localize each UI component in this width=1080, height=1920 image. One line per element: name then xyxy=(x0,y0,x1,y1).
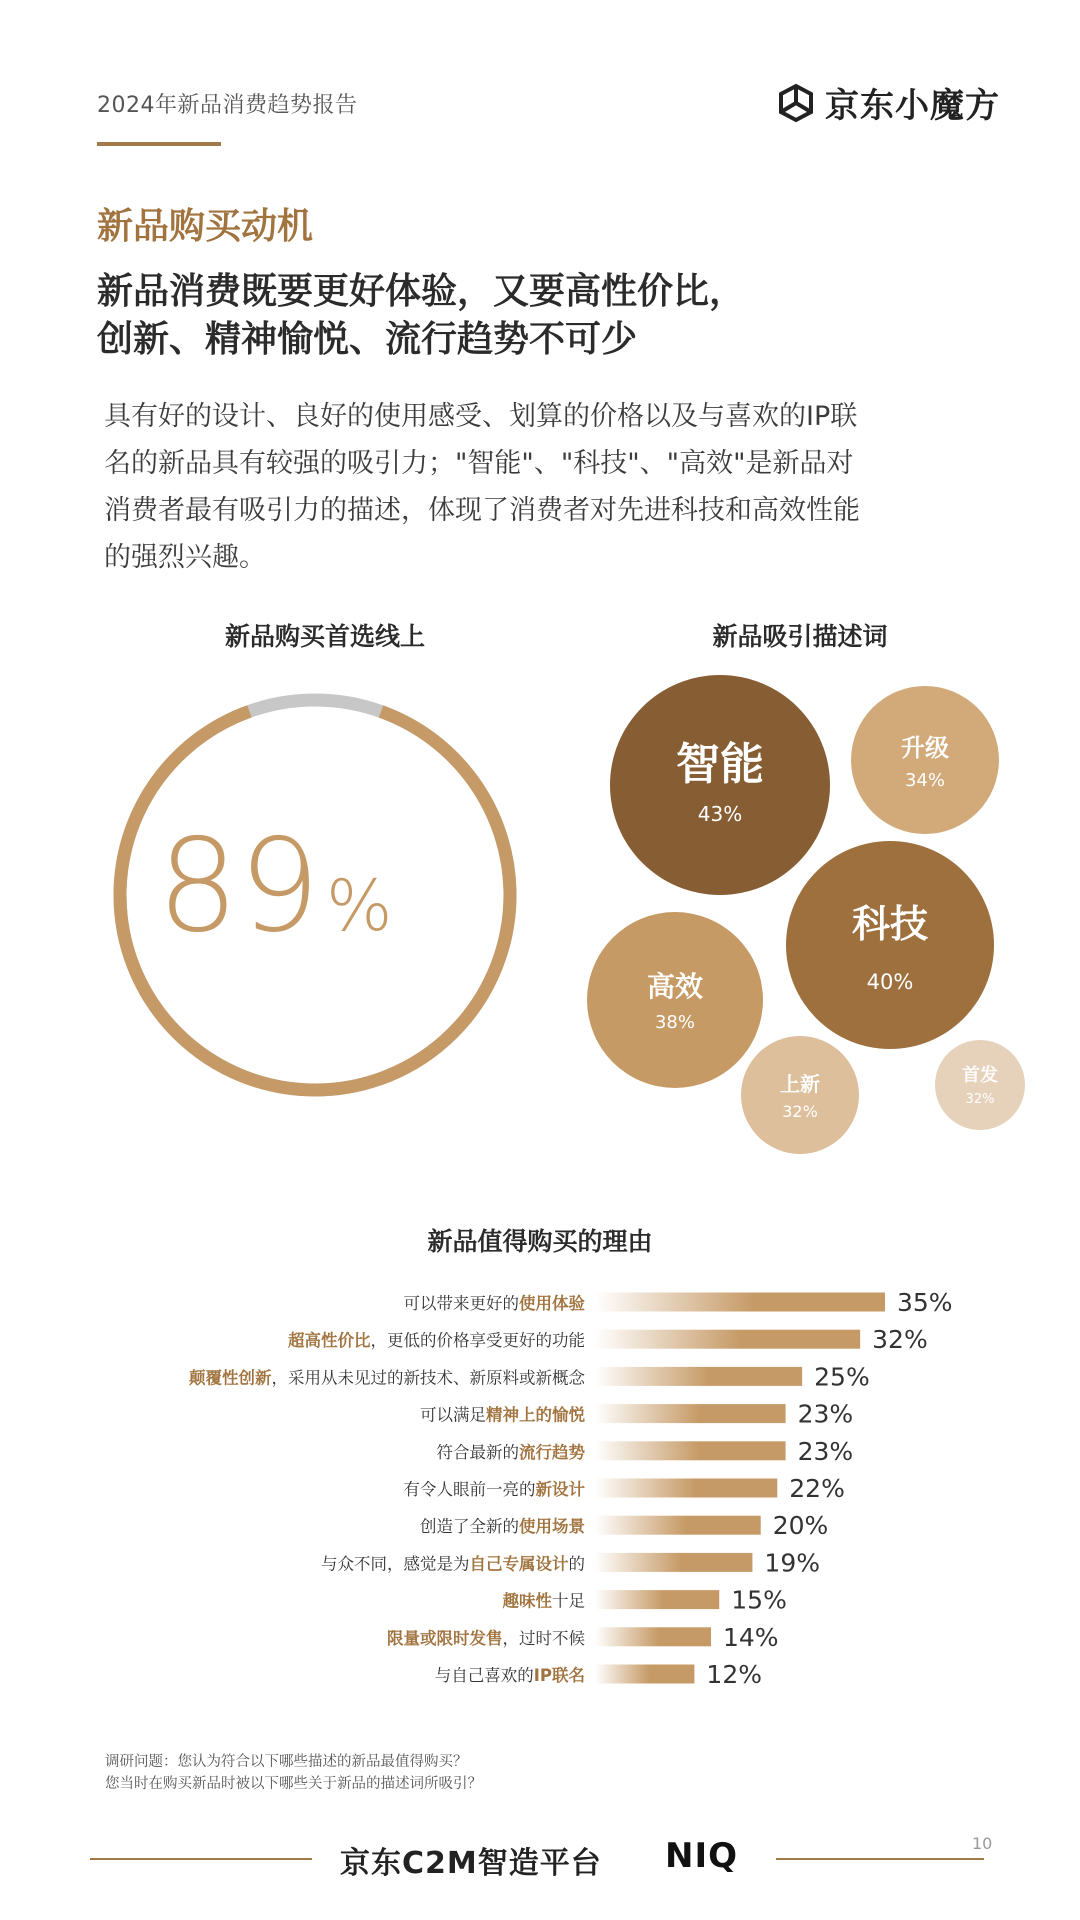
donut-chart-title: 新品购买首选线上 xyxy=(224,622,425,651)
bubble-percent-label: 34% xyxy=(904,770,946,791)
bubble-word-label: 高效 xyxy=(646,970,704,1003)
bar-chart xyxy=(0,1276,1080,1696)
header-rule xyxy=(97,142,221,146)
bubble-percent-label: 32% xyxy=(965,1092,995,1107)
footer-partner-logo: NIQ xyxy=(665,1836,739,1876)
bar-category-label: 可以带来更好的使用体验 xyxy=(403,1294,585,1313)
bubble-1 xyxy=(851,686,999,834)
bar-category-label: 有令人眼前一亮的新设计 xyxy=(403,1480,585,1499)
bar-value-label: 12% xyxy=(706,1660,763,1689)
bubble-percent-label: 40% xyxy=(866,970,914,994)
bar-chart-title: 新品值得购买的理由 xyxy=(427,1227,653,1256)
bar-value-label: 20% xyxy=(772,1511,829,1541)
headline-line-1: 新品消费既要更好体验，又要高性价比， xyxy=(97,271,746,312)
bar-category-label: 与众不同，感觉是为自己专属设计的 xyxy=(321,1554,585,1574)
body-line-4: 的强烈兴趣。 xyxy=(104,542,266,573)
bar xyxy=(595,1665,694,1684)
bar-category-label: 与自己喜欢的IP联名 xyxy=(434,1666,585,1685)
bar-category-label: 限量或限时发售，过时不候 xyxy=(387,1628,585,1648)
body-line-1: 具有好的设计、良好的使用感受、划算的价格以及与喜欢的IP联 xyxy=(104,401,858,432)
headline xyxy=(97,268,1017,364)
bubble-percent-label: 43% xyxy=(697,802,743,826)
bar-category-label: 颠覆性创新，采用从未见过的新技术、新原料或新概念 xyxy=(189,1368,585,1388)
bar xyxy=(595,1590,719,1609)
bar-value-label: 19% xyxy=(764,1548,821,1578)
bar-category-label: 创造了全新的使用场景 xyxy=(420,1517,585,1537)
body-line-2: 名的新品具有较强的吸引力；"智能"、"科技"、"高效"是新品对 xyxy=(104,448,854,479)
bubble-2 xyxy=(786,841,994,1049)
donut-value-label: 89 xyxy=(157,812,320,961)
bar-value-label: 15% xyxy=(731,1585,787,1615)
bar-row-9 xyxy=(387,1623,779,1652)
bubble-5 xyxy=(935,1040,1025,1130)
bar-value-label: 23% xyxy=(797,1436,854,1466)
donut-chart xyxy=(100,680,530,1110)
bar-value-label: 23% xyxy=(797,1399,854,1429)
bar-value-label: 22% xyxy=(789,1474,845,1503)
bar xyxy=(595,1553,752,1572)
bar-row-2 xyxy=(189,1362,870,1391)
bar-row-6 xyxy=(420,1511,828,1540)
bubble-3 xyxy=(587,912,763,1088)
bar-row-7 xyxy=(321,1548,820,1577)
bubble-word-label: 升级 xyxy=(901,734,949,762)
bar xyxy=(595,1293,885,1312)
bar xyxy=(595,1516,761,1535)
donut-unit-label: % xyxy=(326,865,393,947)
bubble-0 xyxy=(610,675,830,895)
bubble-percent-label: 38% xyxy=(654,1012,696,1033)
footer-rule-right xyxy=(776,1858,984,1860)
footnote-line-1: 调研问题：您认为符合以下哪些描述的新品最值得购买？ xyxy=(105,1754,468,1770)
bubble-chart xyxy=(570,665,1040,1185)
footnote-line-2: 您当时在购买新品时被以下哪些关于新品的描述词所吸引？ xyxy=(105,1776,482,1792)
bar-row-10 xyxy=(435,1660,762,1689)
report-title: 2024年新品消费趋势报告 xyxy=(97,93,358,118)
bar-category-label: 趣味性十足 xyxy=(502,1591,585,1611)
bar-row-4 xyxy=(437,1437,854,1466)
body-line-3: 消费者最有吸引力的描述，体现了消费者对先进科技和高效性能 xyxy=(104,495,860,526)
brand-name: 京东小魔方 xyxy=(825,86,1000,126)
bar xyxy=(595,1330,860,1349)
bar xyxy=(595,1627,711,1646)
bar-row-1 xyxy=(288,1325,928,1354)
bar-value-label: 35% xyxy=(897,1288,953,1317)
bar xyxy=(595,1367,802,1386)
bubble-word-label: 首发 xyxy=(962,1065,998,1086)
bar-category-label: 可以满足精神上的愉悦 xyxy=(420,1405,585,1425)
bar-value-label: 25% xyxy=(814,1362,870,1392)
page-number: 10 xyxy=(972,1834,993,1853)
footer-rule-left xyxy=(90,1858,312,1860)
bubble-chart-title: 新品吸引描述词 xyxy=(712,622,888,651)
bubble-word-label: 科技 xyxy=(851,902,929,946)
bar-row-0 xyxy=(404,1288,953,1317)
bubble-percent-label: 32% xyxy=(782,1102,818,1121)
bar xyxy=(595,1441,786,1460)
bar xyxy=(595,1479,777,1498)
bar-row-8 xyxy=(503,1586,787,1615)
body-paragraph xyxy=(104,393,1024,581)
footnote xyxy=(105,1751,482,1795)
bar-category-label: 符合最新的流行趋势 xyxy=(436,1442,585,1462)
footer-brand: 京东C2M智造平台 xyxy=(340,1846,602,1881)
brand-logo xyxy=(777,78,1000,127)
bar-value-label: 14% xyxy=(723,1622,779,1652)
headline-line-2: 创新、精神愉悦、流行趋势不可少 xyxy=(97,319,638,360)
bar-row-5 xyxy=(404,1474,845,1503)
bubble-4 xyxy=(741,1036,859,1154)
cube-logo-icon xyxy=(777,83,815,123)
bar-value-label: 32% xyxy=(872,1325,928,1355)
bar-category-label: 超高性价比，更低的价格享受更好的功能 xyxy=(288,1331,585,1351)
bubble-word-label: 上新 xyxy=(780,1072,820,1096)
section-title: 新品购买动机 xyxy=(97,206,314,247)
bubble-word-label: 智能 xyxy=(676,739,764,790)
bar xyxy=(595,1404,786,1423)
bar-row-3 xyxy=(420,1400,853,1429)
